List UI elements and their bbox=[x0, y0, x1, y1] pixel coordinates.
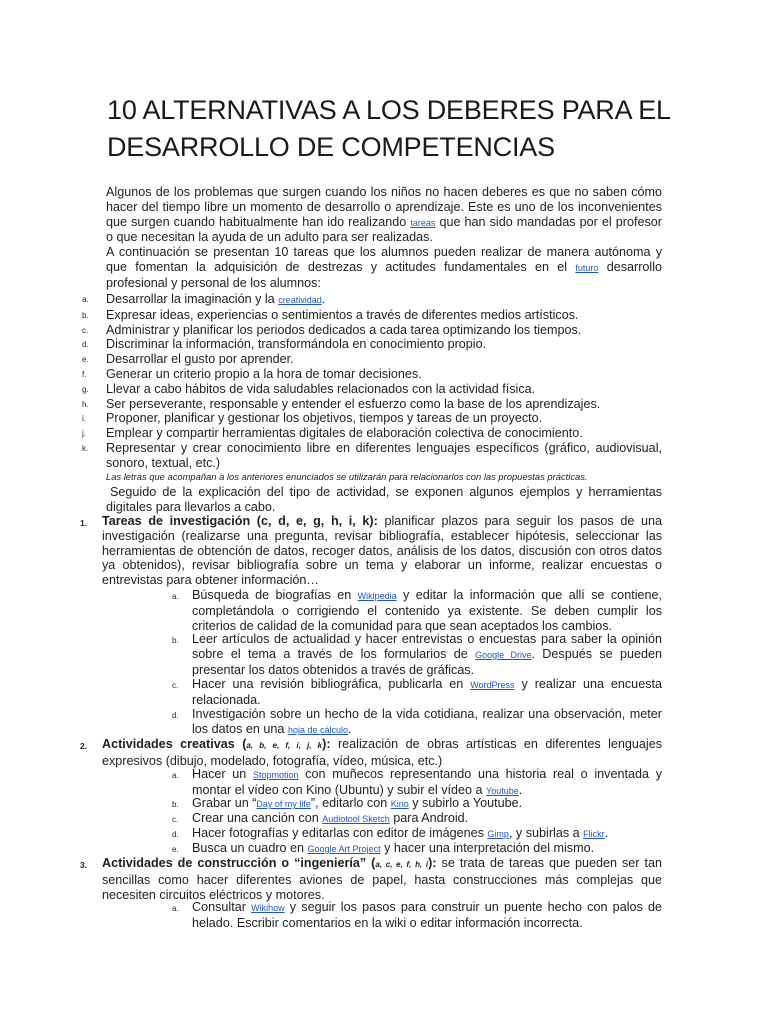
list-marker: c. bbox=[172, 815, 179, 824]
list-item bbox=[172, 796, 662, 812]
list-marker: b. bbox=[172, 800, 179, 809]
list-item-text: Expresar ideas, experiencias o sentimientos a través de diferentes medios artísticos. bbox=[106, 307, 579, 322]
list-item-text: Generar un criterio propio a la hora de tomar decisiones. bbox=[106, 366, 422, 381]
list-marker: j. bbox=[82, 429, 86, 439]
section-body: planificar plazos para seguir los pasos de una investigación (realizarse una pregunta, revisar bibliografía, establecer hipótesis, seleccionar las herramientas de obtención de datos, recoger datos, análisis de los datos, discusión con otros datos ya obtenidos), revisar bibliografía sobre un tema y elaborar un informe, realizar encuestas o entrevistas para obtener información… bbox=[102, 514, 662, 588]
text: Investigación sobre un hecho de la vida cotidiana, realizar una observación, meter los datos en una bbox=[192, 707, 662, 736]
intro-paragraph-2 bbox=[106, 245, 662, 290]
list-item bbox=[82, 382, 662, 397]
text: Grabar un “ bbox=[192, 796, 257, 810]
list-item bbox=[172, 900, 662, 931]
link-gimp[interactable]: Gimp bbox=[487, 829, 509, 839]
intro-text: A continuación se presentan 10 tareas que los alumnos pueden realizar de manera autónoma y que fomentan la adquisición de destrezas y actitudes fundamentales en el bbox=[106, 245, 662, 274]
section-heading: Actividades de construcción o “ingeniería” ( bbox=[102, 856, 376, 870]
link-day-of-my-life[interactable]: Day of my life bbox=[256, 799, 311, 809]
list-item-text bbox=[192, 811, 662, 827]
link-google-art-project[interactable]: Google Art Project bbox=[307, 844, 381, 854]
list-item bbox=[82, 411, 662, 426]
list-item bbox=[82, 308, 662, 323]
list-item-text bbox=[192, 796, 662, 812]
text: Leer artículos de actualidad y hacer entrevistas o encuestas para saber la opinión sobre el tema a través de los formularios de bbox=[192, 632, 662, 661]
section-2 bbox=[80, 737, 662, 769]
list-item bbox=[82, 337, 662, 352]
link-wikihow[interactable]: Wikihow bbox=[251, 903, 285, 913]
link-audiotool-sketch[interactable]: Audiotool Sketch bbox=[322, 814, 390, 824]
link-google-drive[interactable]: Google Drive bbox=[475, 649, 532, 660]
list-marker: a. bbox=[172, 904, 179, 913]
competencias-list bbox=[82, 292, 662, 471]
link-kino[interactable]: Kino bbox=[390, 799, 409, 809]
intro-text: Algunos de los problemas que surgen cuando los niños no hacen deberes es que no saben cómo hacer del tiempo libre un momento de desarrollo o aprendizaje. Este es uno de los inconvenientes que surgen cuando habitualmente han ido realizando bbox=[106, 185, 662, 229]
list-item bbox=[172, 677, 662, 708]
list-marker: a. bbox=[172, 771, 179, 780]
link-flickr[interactable]: Flickr bbox=[583, 829, 605, 839]
link-youtube[interactable]: Youtube bbox=[486, 785, 519, 796]
list-item bbox=[172, 588, 662, 633]
list-item bbox=[172, 632, 662, 677]
list-item-text bbox=[192, 707, 662, 738]
intro bbox=[106, 185, 662, 291]
text: y editar la información que allí se contiene, completándola o corrigiendo el contenido ya existente. Se deben cumplir los criterios de calidad de la comunidad para que sean aceptados los cambios. bbox=[192, 588, 663, 633]
list-marker: h. bbox=[82, 399, 89, 409]
list-item-text bbox=[192, 632, 662, 677]
link-tareas[interactable]: tareas bbox=[410, 217, 436, 228]
list-marker: c. bbox=[172, 681, 179, 690]
list-marker: k. bbox=[82, 443, 89, 453]
link-stopmotion[interactable]: Stopmotion bbox=[253, 770, 299, 780]
section-number: 3. bbox=[80, 860, 88, 870]
list-item-text: Emplear y compartir herramientas digitales de elaboración colectiva de conocimiento. bbox=[106, 426, 583, 441]
list-item-text: . bbox=[321, 292, 326, 306]
list-item-text bbox=[192, 677, 662, 708]
list-marker: i. bbox=[82, 414, 86, 424]
intro-text: que han sido mandadas por el profesor o que necesitan la ayuda de un adulto para ser realizadas. bbox=[106, 214, 662, 245]
list-item bbox=[172, 767, 662, 799]
section-heading-end: ): bbox=[428, 856, 437, 870]
list-item bbox=[172, 811, 662, 827]
text: y seguir los pasos para construir un puente hecho con palos de helado. Escribir comentarios en la wiki o editar información incorrecta. bbox=[192, 900, 662, 930]
list-marker: e. bbox=[82, 355, 89, 365]
section-text bbox=[102, 856, 662, 902]
list-marker: d. bbox=[172, 711, 179, 720]
section-letters: a, c, e, f, h, i bbox=[375, 860, 429, 869]
list-item-text: Representar y crear conocimiento libre en diferentes lenguajes específicos (gráfico, audiovisual, sonoro, textual, etc.) bbox=[106, 440, 662, 470]
link-hoja-de-calculo[interactable]: hoja de cálculo bbox=[287, 724, 348, 735]
section-body: se trata de tareas que pueden ser tan sencillas como hacer diferentes aviones de papel, hasta construcciones más complejas que necesiten circuitos eléctricos y motores. bbox=[102, 856, 662, 902]
link-wordpress[interactable]: WordPress bbox=[470, 680, 515, 690]
section-3 bbox=[80, 856, 662, 902]
text: , y subirlas a bbox=[508, 826, 584, 840]
section-heading-end: ): bbox=[322, 737, 331, 751]
list-item-text: Ser perseverante, responsable y entender el esfuerzo como la base de los aprendizajes. bbox=[106, 396, 601, 411]
text: Busca un cuadro en bbox=[192, 841, 308, 855]
list-marker: a. bbox=[82, 295, 89, 304]
list-marker: a. bbox=[172, 592, 179, 601]
text: y hacer una interpretación del mismo. bbox=[380, 841, 595, 855]
text: Hacer fotografías y editarlas con editor de imágenes bbox=[192, 826, 488, 840]
text: . bbox=[604, 826, 609, 840]
note: Las letras que acompañan a los anteriores enunciados se utilizarán para relacionarlos con las propuestas prácticas. bbox=[106, 471, 588, 482]
list-item bbox=[82, 367, 662, 382]
list-marker: b. bbox=[82, 310, 89, 320]
list-marker: b. bbox=[172, 636, 179, 645]
text: ”, editarlo con bbox=[310, 796, 391, 810]
page-title: 10 ALTERNATIVAS A LOS DEBERES PARA EL DESARROLLO DE COMPETENCIAS bbox=[107, 95, 670, 162]
list-marker: e. bbox=[172, 845, 179, 854]
list-item-text bbox=[192, 900, 662, 931]
intro-paragraph-1 bbox=[106, 185, 662, 245]
list-item-text: Desarrollar la imaginación y la bbox=[106, 292, 279, 306]
text: Hacer un bbox=[192, 767, 254, 781]
section-letters: a, b, e, f, i, j, k bbox=[246, 741, 323, 750]
seguido-paragraph: Seguido de la explicación del tipo de actividad, se exponen algunos ejemplos y herramientas digitales para llevarlos a cabo. bbox=[106, 485, 662, 514]
text: Crear una canción con bbox=[192, 811, 323, 825]
list-marker: f. bbox=[82, 369, 87, 379]
list-item-text: Llevar a cabo hábitos de vida saludables relacionados con la actividad física. bbox=[106, 381, 536, 396]
text: Hacer una revisión bibliográfica, publicarla en bbox=[192, 677, 471, 691]
list-item bbox=[82, 397, 662, 412]
list-item-text bbox=[192, 826, 662, 842]
text: y subirlo a Youtube. bbox=[408, 796, 523, 810]
list-marker: d. bbox=[172, 830, 179, 839]
text: . Después se pueden presentar los datos obtenidos a través de gráficas. bbox=[192, 646, 663, 677]
list-marker: c. bbox=[82, 325, 89, 335]
section-heading: Actividades creativas ( bbox=[102, 737, 247, 751]
list-item bbox=[82, 352, 662, 367]
list-item-text: Proponer, planificar y gestionar los objetivos, tiempos y tareas de un proyecto. bbox=[106, 411, 543, 426]
section-1 bbox=[80, 514, 662, 588]
intro-text: desarrollo profesional y personal de los alumnos: bbox=[106, 259, 662, 290]
section-text bbox=[102, 514, 662, 588]
text: y realizar una encuesta relacionada. bbox=[192, 677, 662, 707]
list-marker: g. bbox=[82, 384, 89, 394]
section-number: 2. bbox=[80, 741, 88, 751]
list-item-text: Discriminar la información, transformándola en conocimiento propio. bbox=[106, 337, 487, 352]
list-item bbox=[82, 426, 662, 441]
text: Consultar bbox=[192, 900, 252, 914]
list-item bbox=[172, 707, 662, 738]
list-item bbox=[82, 441, 662, 471]
text: Búsqueda de biografías en bbox=[192, 588, 358, 602]
list-item-text: Desarrollar el gusto por aprender. bbox=[106, 352, 294, 367]
list-marker: d. bbox=[82, 340, 89, 350]
section-heading: Tareas de investigación (c, d, e, g, h, i, k): bbox=[102, 514, 378, 528]
text: . bbox=[347, 721, 352, 736]
section-number: 1. bbox=[80, 518, 88, 528]
text: con muñecos representando una historia real o inventada y montar el vídeo con Kino (Ubuntu) y subir el vídeo a bbox=[192, 767, 662, 797]
section-text bbox=[102, 737, 662, 769]
list-item bbox=[172, 841, 662, 857]
link-creatividad[interactable]: creatividad bbox=[278, 295, 322, 305]
link-wikipedia[interactable]: Wikipedia bbox=[357, 591, 397, 601]
list-item bbox=[82, 323, 662, 338]
list-item-text bbox=[192, 841, 662, 857]
text: . bbox=[518, 782, 523, 797]
list-item-text bbox=[192, 588, 662, 633]
text: para Android. bbox=[389, 811, 469, 825]
list-item-text: Administrar y planificar los periodos dedicados a cada tarea optimizando los tiempos. bbox=[106, 322, 582, 337]
link-futuro[interactable]: futuro bbox=[575, 262, 599, 273]
list-item bbox=[82, 292, 662, 308]
section-body: realización de obras artísticas en diferentes lenguajes expresivos (dibujo, modelado, fotografía, vídeo, música, etc.) bbox=[102, 737, 662, 768]
list-item bbox=[172, 826, 662, 842]
list-item-text bbox=[192, 767, 662, 799]
